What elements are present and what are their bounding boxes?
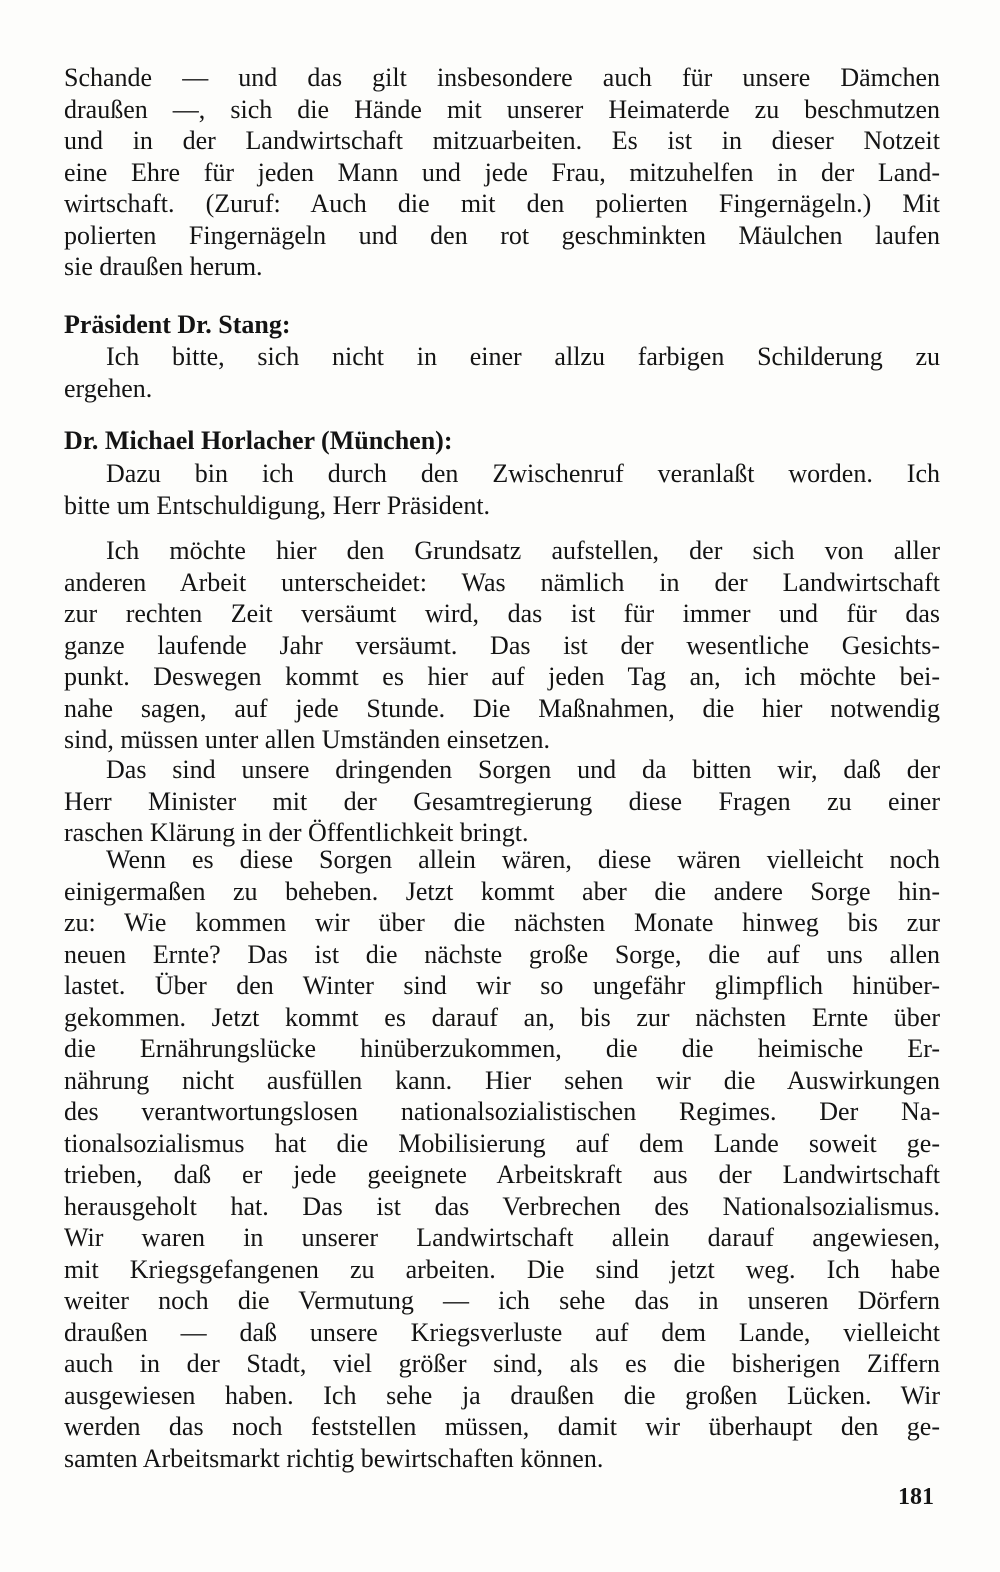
text-line: mit Kriegsgefangenen zu arbeiten. Die sind jetzt weg. Ich habe [64, 1254, 940, 1284]
text-line: zur rechten Zeit versäumt wird, das ist für immer und für das [64, 599, 940, 628]
text-line: des verantwortungslosen nationalsozialistischen Regimes. Der Na- [64, 1097, 940, 1126]
text-line: gekommen. Jetzt kommt es darauf an, bis zur nächsten Ernte über [64, 1002, 940, 1032]
text-line: werden das noch feststellen müssen, damit wir überhaupt den ge- [64, 1412, 940, 1441]
paragraph-concerns [64, 754, 940, 849]
paragraph-food-gap [64, 844, 940, 1474]
text-line: draußen —, sich die Hände mit unserer Heimaterde zu beschmutzen [64, 94, 940, 124]
text-line: sie draußen herum. [64, 252, 263, 281]
text-line: Herr Minister mit der Gesamtregierung diese Fragen zu einer [64, 786, 940, 816]
text-line: ganze laufende Jahr versäumt. Das ist der wesentliche Gesichts- [64, 630, 940, 660]
text-line: Das sind unsere dringenden Sorgen und da bitten wir, daß der [106, 755, 940, 784]
text-line: neuen Ernte? Das ist die nächste große Sorge, die auf uns allen [64, 939, 940, 969]
text-line: Ich bitte, sich nicht in einer allzu farbigen Schilderung zu [106, 342, 940, 371]
text-line: eine Ehre für jeden Mann und jede Frau, mitzuhelfen in der Land- [64, 157, 940, 187]
paragraph-continued-speech [64, 62, 940, 283]
text-line: herausgeholt hat. Das ist das Verbrechen des Nationalsozialismus. [64, 1191, 940, 1221]
text-line: bitte um Entschuldigung, Herr Präsident. [64, 490, 491, 520]
text-line: die Ernährungslücke hinüberzukommen, die die heimische Er- [64, 1034, 940, 1063]
text-line: Schande — und das gilt insbesondere auch für unsere Dämchen [64, 63, 940, 92]
text-line: anderen Arbeit unterscheidet: Was nämlich in der Landwirtschaft [64, 567, 940, 597]
text-line: Dazu bin ich durch den Zwischenruf veranlaßt worden. Ich [106, 459, 940, 488]
paragraph-apology [64, 458, 940, 521]
text-line: Wenn es diese Sorgen allein wären, diese wären vielleicht noch [106, 845, 940, 874]
text-line: weiter noch die Vermutung — ich sehe das in unseren Dörfern [64, 1286, 940, 1315]
text-line: zu: Wie kommen wir über die nächsten Monate hinweg bis zur [64, 908, 940, 937]
text-line: und in der Landwirtschaft mitzuarbeiten. Es ist in dieser Notzeit [64, 126, 940, 155]
text-line: lastet. Über den Winter sind wir so ungefähr glimpflich hinüber- [64, 971, 940, 1000]
text-line: samten Arbeitsmarkt richtig bewirtschaften können. [64, 1443, 604, 1473]
text-line: trieben, daß er jede geeignete Arbeitskraft aus der Landwirtschaft [64, 1160, 940, 1189]
text-line: wirtschaft. (Zuruf: Auch die mit den polierten Fingernägeln.) Mit [64, 189, 940, 218]
paragraph-president-remark [64, 341, 940, 404]
text-line: ergehen. [64, 373, 153, 403]
text-line: punkt. Deswegen kommt es hier auf jeden Tag an, ich möchte bei- [64, 662, 940, 691]
text-line: einigermaßen zu beheben. Jetzt kommt aber die andere Sorge hin- [64, 876, 940, 906]
text-line: draußen — daß unsere Kriegsverluste auf dem Lande, vielleicht [64, 1317, 940, 1347]
speaker-heading-president: Präsident Dr. Stang: [64, 310, 291, 339]
page-number: 181 [898, 1484, 934, 1510]
text-line: auch in der Stadt, viel größer sind, als es die bisherigen Ziffern [64, 1349, 940, 1378]
text-line: nährung nicht ausfüllen kann. Hier sehen wir die Auswirkungen [64, 1065, 940, 1095]
speaker-heading-horlacher: Dr. Michael Horlacher (München): [64, 426, 453, 455]
text-line: tionalsozialismus hat die Mobilisierung auf dem Lande soweit ge- [64, 1128, 940, 1158]
text-line: polierten Fingernägeln und den rot geschminkten Mäulchen laufen [64, 220, 940, 250]
text-line: Ich möchte hier den Grundsatz aufstellen, der sich von aller [106, 536, 940, 565]
text-line: sind, müssen unter allen Umständen einsetzen. [64, 725, 550, 754]
text-line: raschen Klärung in der Öffentlichkeit bringt. [64, 818, 529, 847]
text-line: Wir waren in unserer Landwirtschaft allein darauf angewiesen, [64, 1223, 940, 1252]
text-line: nahe sagen, auf jede Stunde. Die Maßnahmen, die hier notwendig [64, 693, 940, 723]
text-line: ausgewiesen haben. Ich sehe ja draußen die großen Lücken. Wir [64, 1380, 940, 1410]
paragraph-principle [64, 535, 940, 756]
